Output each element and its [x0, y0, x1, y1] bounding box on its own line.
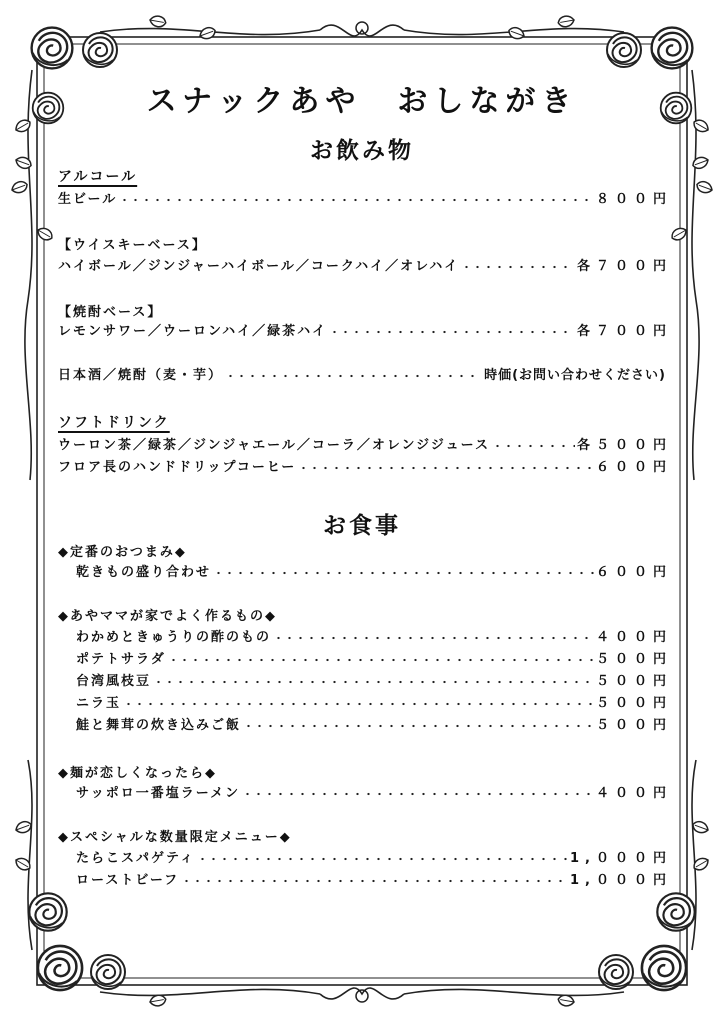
- item-name: ニラ玉: [76, 696, 122, 711]
- leader-dots: [273, 629, 594, 647]
- item-price: ５００円: [595, 674, 672, 689]
- item-name: わかめときゅうりの酢のもの: [76, 630, 272, 645]
- item-name: 日本酒／焼酎（麦・芋）: [58, 368, 224, 383]
- food-group-label: ◆定番のおつまみ◆: [58, 545, 187, 560]
- menu-item-potato-salad: [76, 651, 672, 669]
- menu-item-ramen: [76, 785, 672, 803]
- menu-item-seaweed-cucumber: [76, 629, 672, 647]
- leader-dots: [213, 564, 594, 582]
- item-price: ５００円: [595, 718, 672, 733]
- item-price: ６００円: [595, 565, 672, 580]
- leader-dots: [225, 367, 482, 385]
- item-name: サッポロ一番塩ラーメン: [76, 786, 241, 801]
- item-price: ４００円: [595, 630, 672, 645]
- food-heading: お食事: [323, 512, 401, 539]
- food-group-label: ◆あやママが家でよく作るもの◆: [58, 609, 277, 624]
- item-name: 台湾風枝豆: [76, 674, 152, 689]
- item-name: フロア長のハンドドリップコーヒー: [58, 460, 297, 475]
- item-price: ６００円: [595, 460, 672, 475]
- menu-title: スナックあや おしながき: [146, 84, 578, 119]
- menu-item-roast-beef: [76, 872, 672, 890]
- leader-dots: [123, 695, 594, 713]
- item-name: レモンサワー／ウーロンハイ／緑茶ハイ: [58, 324, 328, 339]
- leader-dots: [181, 872, 568, 890]
- leader-dots: [329, 323, 575, 341]
- menu-item-beer: [58, 191, 672, 209]
- item-price: ５００円: [595, 652, 672, 667]
- item-price: 各７００円: [576, 259, 672, 274]
- item-name: たらこスパゲティ: [76, 851, 195, 866]
- menu-item-shochu: [58, 323, 672, 341]
- item-name: ローストビーフ: [76, 873, 180, 888]
- shochu-base-label: 【焼酎ベース】: [58, 305, 163, 320]
- item-name: 鮭と舞茸の炊き込みご飯: [76, 718, 242, 733]
- item-name: ハイボール／ジンジャーハイボール／コークハイ／オレハイ: [58, 259, 460, 274]
- menu-item-sake: [58, 367, 666, 385]
- leader-dots: [119, 191, 594, 209]
- item-price: 各５００円: [576, 438, 672, 453]
- leader-dots: [153, 673, 594, 691]
- soft-drink-category: ソフトドリンク: [58, 415, 170, 431]
- menu-item-spaghetti: [76, 850, 672, 868]
- item-price: ４００円: [595, 786, 672, 801]
- leader-dots: [197, 850, 568, 868]
- menu-item-salmon-rice: [76, 717, 672, 735]
- drinks-heading: お飲み物: [310, 137, 414, 164]
- alcohol-category: アルコール: [58, 169, 138, 185]
- leader-dots: [242, 785, 594, 803]
- item-price: 1,０００円: [570, 873, 672, 888]
- menu-item-dry-snacks: [76, 564, 672, 582]
- whisky-base-label: 【ウイスキーベース】: [58, 238, 207, 253]
- menu-item-coffee: [58, 459, 672, 477]
- menu-item-soft-drinks: [58, 437, 672, 455]
- leader-dots: [298, 459, 594, 477]
- item-name: ウーロン茶／緑茶／ジンジャエール／コーラ／オレンジジュース: [58, 438, 490, 453]
- leader-dots: [243, 717, 594, 735]
- menu-item-nira-egg: [76, 695, 672, 713]
- food-group-label: ◆麺が恋しくなったら◆: [58, 766, 217, 781]
- food-group-label: ◆スペシャルな数量限定メニュー◆: [58, 830, 292, 845]
- leader-dots: [168, 651, 594, 669]
- leader-dots: [492, 437, 575, 455]
- menu-item-edamame: [76, 673, 672, 691]
- item-price: 時価(お問い合わせください): [484, 368, 666, 383]
- item-price: 各７００円: [576, 324, 672, 339]
- leader-dots: [461, 258, 575, 276]
- item-name: ポテトサラダ: [76, 652, 166, 667]
- item-price: 1,０００円: [570, 851, 672, 866]
- item-name: 生ビール: [58, 192, 118, 207]
- item-price: ５００円: [595, 696, 672, 711]
- menu-item-whisky: [58, 258, 672, 276]
- item-price: ８００円: [595, 192, 672, 207]
- item-name: 乾きもの盛り合わせ: [76, 565, 212, 580]
